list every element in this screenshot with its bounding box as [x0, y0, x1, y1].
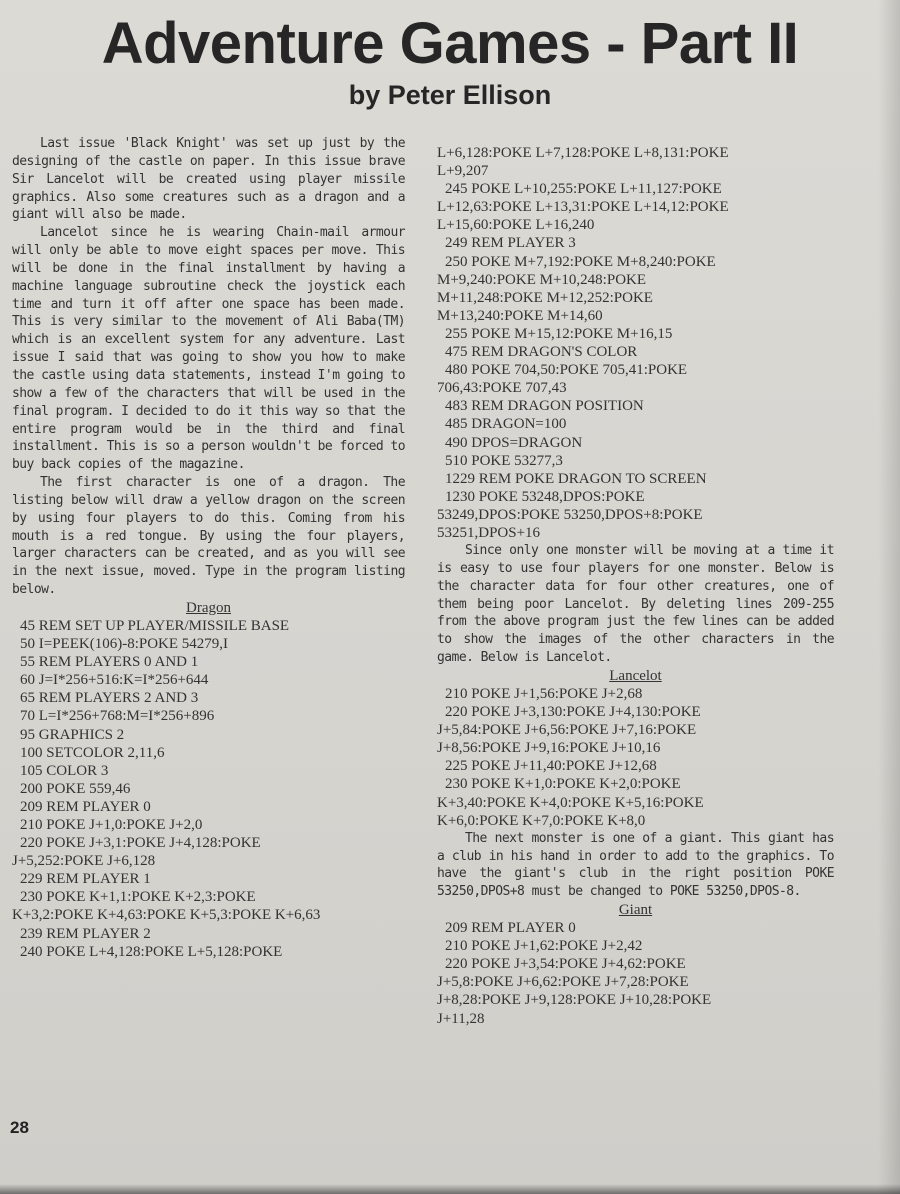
- paragraph: The next monster is one of a giant. This giant has a club in his hand in order to add to the graphics. To have the giant's club in the right position POKE 53250,DPOS+8 must be changed to POKE 53250,DPOS-8.: [437, 830, 834, 900]
- monster-text: [437, 542, 834, 667]
- page-number: 28: [10, 1118, 29, 1137]
- paragraph: Since only one monster will be moving at a time it is easy to use four players for one monster. Below is the character data for four other creatures, one of them being poor Lancelot. By deleting lines 209-255 from the above program just the few lines can be added to show the images of the other characters in the game. Below is Lancelot.: [437, 543, 834, 666]
- code-line: 249 REM PLAYER 3: [445, 235, 576, 252]
- code-line: 95 GRAPHICS 2: [20, 726, 125, 743]
- code-line: J+8,56:POKE J+9,16:POKE J+10,16: [437, 740, 661, 757]
- code-line: 485 DRAGON=100: [445, 416, 567, 433]
- code-line: 706,43:POKE 707,43: [437, 380, 567, 397]
- code-line: 220 POKE J+3,1:POKE J+4,128:POKE: [20, 835, 261, 852]
- giant-heading: Giant: [618, 902, 653, 919]
- code-line: 55 REM PLAYERS 0 AND 1: [20, 654, 199, 671]
- code-line: 210 POKE J+1,0:POKE J+2,0: [20, 816, 203, 833]
- intro-text: [12, 135, 405, 599]
- paragraph: Lancelot since he is wearing Chain-mail armour will only be able to move eight spaces per move. This will be done in the final installment by having a machine language subroutine check the joystick each time and turn it off after one space has been made. This is very similar to the movement of Ali Baba(TM) which is an excellent system for any adventure. Last issue I said that was going to show you how to make the castle using data statements, instead I'm going to show a few of the characters that will be used in the final program. I decided to do it this way so that the entire program would be in the third and final installment. This is so a person wouldn't be forced to buy back copies of the magazine.: [12, 225, 405, 473]
- code-line: 220 POKE J+3,54:POKE J+4,62:POKE: [445, 956, 686, 973]
- code-line: 210 POKE J+1,62:POKE J+2,42: [445, 938, 643, 955]
- code-line: 250 POKE M+7,192:POKE M+8,240:POKE: [445, 253, 716, 270]
- code-line: L+9,207: [437, 163, 489, 180]
- dragon-listing: [12, 617, 405, 961]
- code-line: 210 POKE J+1,56:POKE J+2,68: [445, 685, 643, 702]
- code-line: J+5,252:POKE J+6,128: [12, 853, 156, 870]
- code-line: K+3,40:POKE K+4,0:POKE K+5,16:POKE: [437, 794, 704, 811]
- code-line: 209 REM PLAYER 0: [445, 920, 576, 937]
- right-column: [437, 144, 834, 1028]
- code-line: J+5,8:POKE J+6,62:POKE J+7,28:POKE: [437, 974, 689, 991]
- code-line: 490 DPOS=DRAGON: [445, 434, 583, 451]
- article-byline: by Peter Ellison: [348, 80, 552, 110]
- code-line: J+8,28:POKE J+9,128:POKE J+10,28:POKE: [437, 992, 712, 1009]
- code-line: 65 REM PLAYERS 2 AND 3: [20, 690, 199, 707]
- code-line: 475 REM DRAGON'S COLOR: [445, 344, 638, 361]
- code-line: 239 REM PLAYER 2: [20, 925, 151, 942]
- code-line: 230 POKE K+1,1:POKE K+2,3:POKE: [20, 889, 256, 906]
- code-line: J+5,84:POKE J+6,56:POKE J+7,16:POKE: [437, 722, 697, 739]
- code-line: 53249,DPOS:POKE 53250,DPOS+8:POKE: [437, 506, 703, 523]
- page-bottom-edge: [0, 1184, 900, 1194]
- code-line: M+9,240:POKE M+10,248:POKE: [437, 271, 647, 288]
- code-line: 510 POKE 53277,3: [445, 452, 563, 469]
- dragon-listing-continued: [437, 144, 834, 542]
- page-edge-shadow: [878, 0, 900, 1194]
- paragraph: The first character is one of a dragon. The listing below will draw a yellow dragon on the screen by using four players to do this. Coming from his mouth is a red tongue. By using the four players, larger characters can be created, and as you will see in the next issue, moved. Type in the program listing below.: [12, 475, 405, 598]
- code-line: 240 POKE L+4,128:POKE L+5,128:POKE: [20, 943, 283, 960]
- code-line: L+12,63:POKE L+13,31:POKE L+14,12:POKE: [437, 199, 729, 216]
- paragraph: Last issue 'Black Knight' was set up just by the designing of the castle on paper. In this issue brave Sir Lancelot will be created using player missile graphics. Also some creatures such as a dragon and a giant will also be made.: [12, 136, 405, 223]
- giant-listing: [437, 919, 834, 1028]
- code-line: L+15,60:POKE L+16,240: [437, 217, 595, 234]
- code-line: 255 POKE M+15,12:POKE M+16,15: [445, 325, 673, 342]
- code-line: 105 COLOR 3: [20, 762, 109, 779]
- code-line: 100 SETCOLOR 2,11,6: [20, 744, 165, 761]
- code-line: 209 REM PLAYER 0: [20, 798, 151, 815]
- lancelot-heading: Lancelot: [609, 667, 662, 684]
- code-line: 230 POKE K+1,0:POKE K+2,0:POKE: [445, 776, 681, 793]
- code-line: 225 POKE J+11,40:POKE J+12,68: [445, 758, 657, 775]
- dragon-heading: Dragon: [186, 599, 231, 616]
- lancelot-listing: [437, 685, 834, 830]
- code-line: 1229 REM POKE DRAGON TO SCREEN: [445, 470, 707, 487]
- code-line: 220 POKE J+3,130:POKE J+4,130:POKE: [445, 704, 701, 721]
- code-line: J+11,28: [437, 1010, 485, 1027]
- code-line: 245 POKE L+10,255:POKE L+11,127:POKE: [445, 181, 722, 198]
- code-line: 45 REM SET UP PLAYER/MISSILE BASE: [20, 617, 290, 634]
- code-line: 60 J=I*256+516:K=I*256+644: [20, 672, 209, 689]
- code-line: 229 REM PLAYER 1: [20, 871, 151, 888]
- code-line: M+13,240:POKE M+14,60: [437, 307, 603, 324]
- article-title: Adventure Games - Part II: [101, 11, 799, 76]
- code-line: K+6,0:POKE K+7,0:POKE K+8,0: [437, 812, 646, 829]
- code-line: 1230 POKE 53248,DPOS:POKE: [445, 488, 645, 505]
- code-line: 50 I=PEEK(106)-8:POKE 54279,I: [20, 636, 229, 653]
- code-line: 53251,DPOS+16: [437, 524, 541, 541]
- code-line: 200 POKE 559,46: [20, 780, 131, 797]
- code-line: K+3,2:POKE K+4,63:POKE K+5,3:POKE K+6,63: [12, 907, 321, 924]
- code-line: 70 L=I*256+768:M=I*256+896: [20, 708, 215, 725]
- left-column: [12, 135, 405, 961]
- code-line: 480 POKE 704,50:POKE 705,41:POKE: [445, 362, 688, 379]
- code-line: M+11,248:POKE M+12,252:POKE: [437, 289, 653, 306]
- code-line: L+6,128:POKE L+7,128:POKE L+8,131:POKE: [437, 145, 729, 161]
- giant-text: [437, 830, 834, 901]
- code-line: 483 REM DRAGON POSITION: [445, 398, 644, 415]
